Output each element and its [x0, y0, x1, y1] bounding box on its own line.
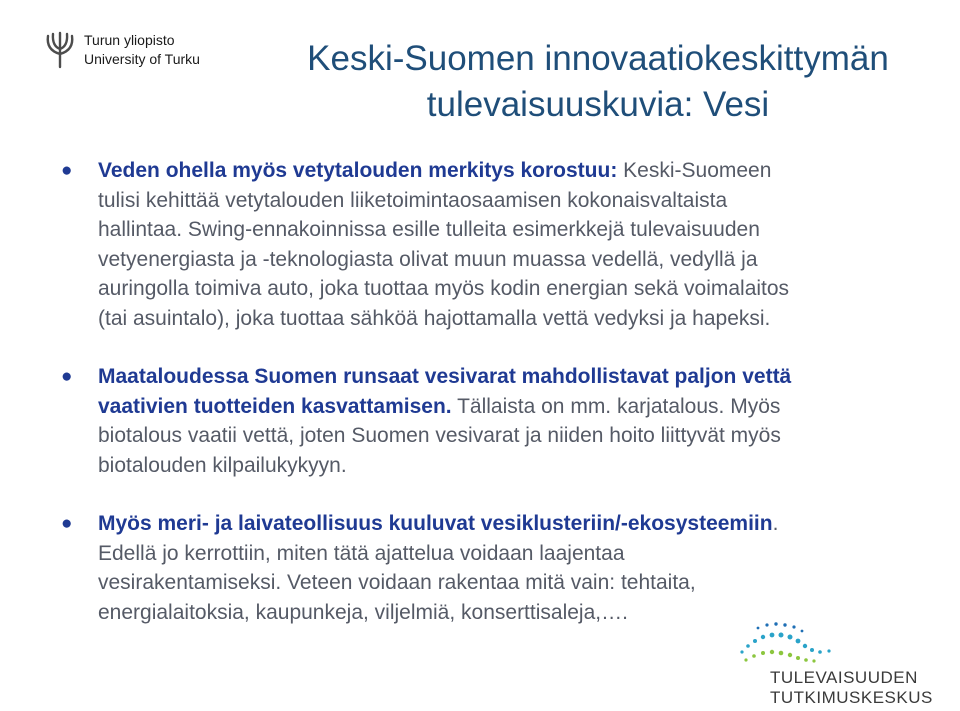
slide-title-line-1: Keski-Suomen innovaatiokeskittymän	[307, 39, 889, 78]
university-name-fi: Turun yliopisto	[84, 32, 175, 48]
bullet-line: vesirakentamiseksi. Veteen voidaan rakentaa mitä vain: tehtaita,	[98, 571, 696, 594]
bullet-text: .	[772, 512, 779, 535]
bullet-lead: Maataloudessa Suomen runsaat vesivarat mahdollistavat paljon vettä	[98, 365, 792, 388]
bullet-lead: vaativien tuotteiden kasvattamisen.	[98, 394, 452, 418]
bullet-dot-icon: ●	[61, 366, 73, 387]
bullet-text: Keski-Suomeen	[617, 159, 772, 182]
university-name-en: University of Turku	[84, 51, 200, 67]
university-logo	[42, 30, 200, 70]
bullet-line: hallintaa. Swing-ennakoinnissa esille tulleita esimerkkejä tulevaisuuden	[98, 218, 760, 241]
bullet-line: (tai asuintalo), joka tuottaa sähköä hajottamalla vettä vedyksi ja hapeksi.	[98, 306, 771, 330]
slide-title-line-2: tulevaisuuskuvia: Vesi	[426, 85, 770, 124]
bullet-item-maritime	[58, 509, 918, 627]
bullet-line: vetyenergiasta ja -teknologiasta olivat muun muassa vedellä, vedyllä ja	[98, 247, 758, 271]
slide-title	[258, 36, 938, 128]
bullet-line: Edellä jo kerrottiin, miten tätä ajattelua voidaan laajentaa	[98, 541, 625, 565]
bullet-line: auringolla toimiva auto, joka tuottaa myös kodin energian sekä voimalaitos	[98, 277, 790, 300]
bullet-item-hydrogen	[58, 156, 918, 333]
dotted-swirl-logo-icon	[734, 616, 854, 672]
bullet-line	[98, 156, 918, 186]
bullet-dot-icon: ●	[61, 160, 73, 181]
bullet-line: biotalouden kilpailukykyyn.	[98, 453, 347, 477]
bullet-line	[98, 509, 918, 539]
research-centre-name-line-1: TULEVAISUUDEN	[770, 668, 918, 687]
research-centre-name-line-2: TUTKIMUSKESKUS	[770, 688, 933, 707]
bullet-text: Tällaista on mm. karjatalous. Myös	[451, 394, 781, 418]
research-centre-logo	[730, 616, 950, 708]
university-trident-logo-icon	[42, 30, 78, 70]
bullet-item-agriculture	[58, 362, 918, 480]
bullet-line	[98, 392, 918, 422]
bullet-line: biotalous vaatii vettä, joten Suomen vesivarat ja niiden hoito liittyvät myös	[98, 424, 781, 447]
bullet-lead: Veden ohella myös vetytalouden merkitys korostuu:	[98, 159, 618, 182]
bullet-dot-icon: ●	[61, 513, 73, 534]
bullet-line: energialaitoksia, kaupunkeja, viljelmiä, konserttisaleja,….	[98, 600, 628, 624]
bullet-lead: Myös meri- ja laivateollisuus kuuluvat vesiklusteriin/-ekosysteemiin	[98, 512, 773, 535]
bullet-line: tulisi kehittää vetytalouden liiketoimintaosaamisen kokonaisvaltaista	[98, 188, 728, 212]
bullet-list	[58, 156, 918, 627]
